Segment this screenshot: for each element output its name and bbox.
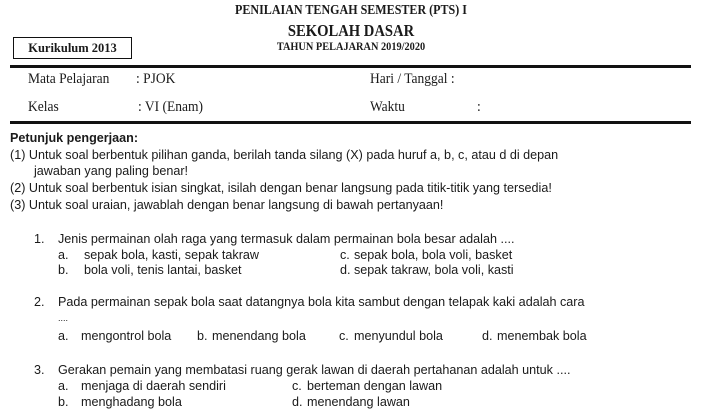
question-number: 1. xyxy=(34,232,45,246)
instruction-1-cont: jawaban yang paling benar! xyxy=(34,164,189,178)
instruction-3: (3) Untuk soal uraian, jawablah dengan benar langsung di bawah pertanyaan! xyxy=(10,198,444,212)
question-text: Pada permainan sepak bola saat datangnya bola kita sambut dengan telapak kaki adalah cara xyxy=(58,295,585,309)
instruction-1: (1) Untuk soal berbentuk pilihan ganda, berilah tanda silang (X) pada huruf a, b, c, atau d di depan xyxy=(10,148,559,162)
option-text: menghadang bola xyxy=(81,395,182,409)
option-text: menyundul bola xyxy=(354,329,443,343)
time-colon: : xyxy=(477,99,481,115)
day-label: Hari / Tanggal : xyxy=(370,71,455,87)
subject-value: : PJOK xyxy=(136,71,176,87)
instructions-title: Petunjuk pengerjaan: xyxy=(10,131,139,145)
top-rule xyxy=(10,65,691,68)
question-continuation: .... xyxy=(58,313,69,323)
option-text: menjaga di daerah sendiri xyxy=(81,379,226,393)
option-letter: b. xyxy=(58,395,69,409)
option-text: menembak bola xyxy=(497,329,587,343)
option-text: menendang lawan xyxy=(307,395,410,409)
question-number: 3. xyxy=(34,363,45,377)
option-letter: c. xyxy=(292,379,302,393)
option-letter: b. xyxy=(58,263,69,277)
subject-label: Mata Pelajaran xyxy=(28,71,110,87)
option-text: menendang bola xyxy=(212,329,306,343)
option-text: sepak bola, bola voli, basket xyxy=(354,248,513,262)
option-text: berteman dengan lawan xyxy=(307,379,443,393)
option-letter: d. xyxy=(482,329,493,343)
option-letter: b. xyxy=(197,329,208,343)
option-letter: a. xyxy=(58,329,69,343)
option-letter: d. xyxy=(340,263,351,277)
option-letter: d. xyxy=(292,395,303,409)
curriculum-box: Kurikulum 2013 xyxy=(13,37,132,59)
option-text: mengontrol bola xyxy=(81,329,172,343)
school-level: SEKOLAH DASAR xyxy=(287,21,415,40)
option-letter: c. xyxy=(339,329,349,343)
question-text: Jenis permainan olah raga yang termasuk dalam permainan bola besar adalah .... xyxy=(58,232,515,246)
option-letter: a. xyxy=(58,379,69,393)
option-text: sepak takraw, bola voli, kasti xyxy=(354,263,514,277)
question-text: Gerakan pemain yang membatasi ruang gerak lawan di daerah pertahanan adalah untuk .... xyxy=(58,363,571,377)
option-letter: a. xyxy=(58,248,69,262)
academic-year: TAHUN PELAJARAN 2019/2020 xyxy=(276,39,426,53)
option-text: sepak bola, kasti, sepak takraw xyxy=(84,248,260,262)
time-label: Waktu xyxy=(370,99,405,115)
class-label: Kelas xyxy=(28,99,59,115)
class-value: : VI (Enam) xyxy=(138,99,203,115)
bottom-rule xyxy=(10,121,691,124)
option-text: bola voli, tenis lantai, basket xyxy=(84,263,242,277)
instruction-2: (2) Untuk soal berbentuk isian singkat, isilah dengan benar langsung pada titik-titik yang tersedia! xyxy=(10,181,552,195)
question-number: 2. xyxy=(34,295,45,309)
exam-title: PENILAIAN TENGAH SEMESTER (PTS) I xyxy=(235,3,467,18)
option-letter: c. xyxy=(340,248,350,262)
